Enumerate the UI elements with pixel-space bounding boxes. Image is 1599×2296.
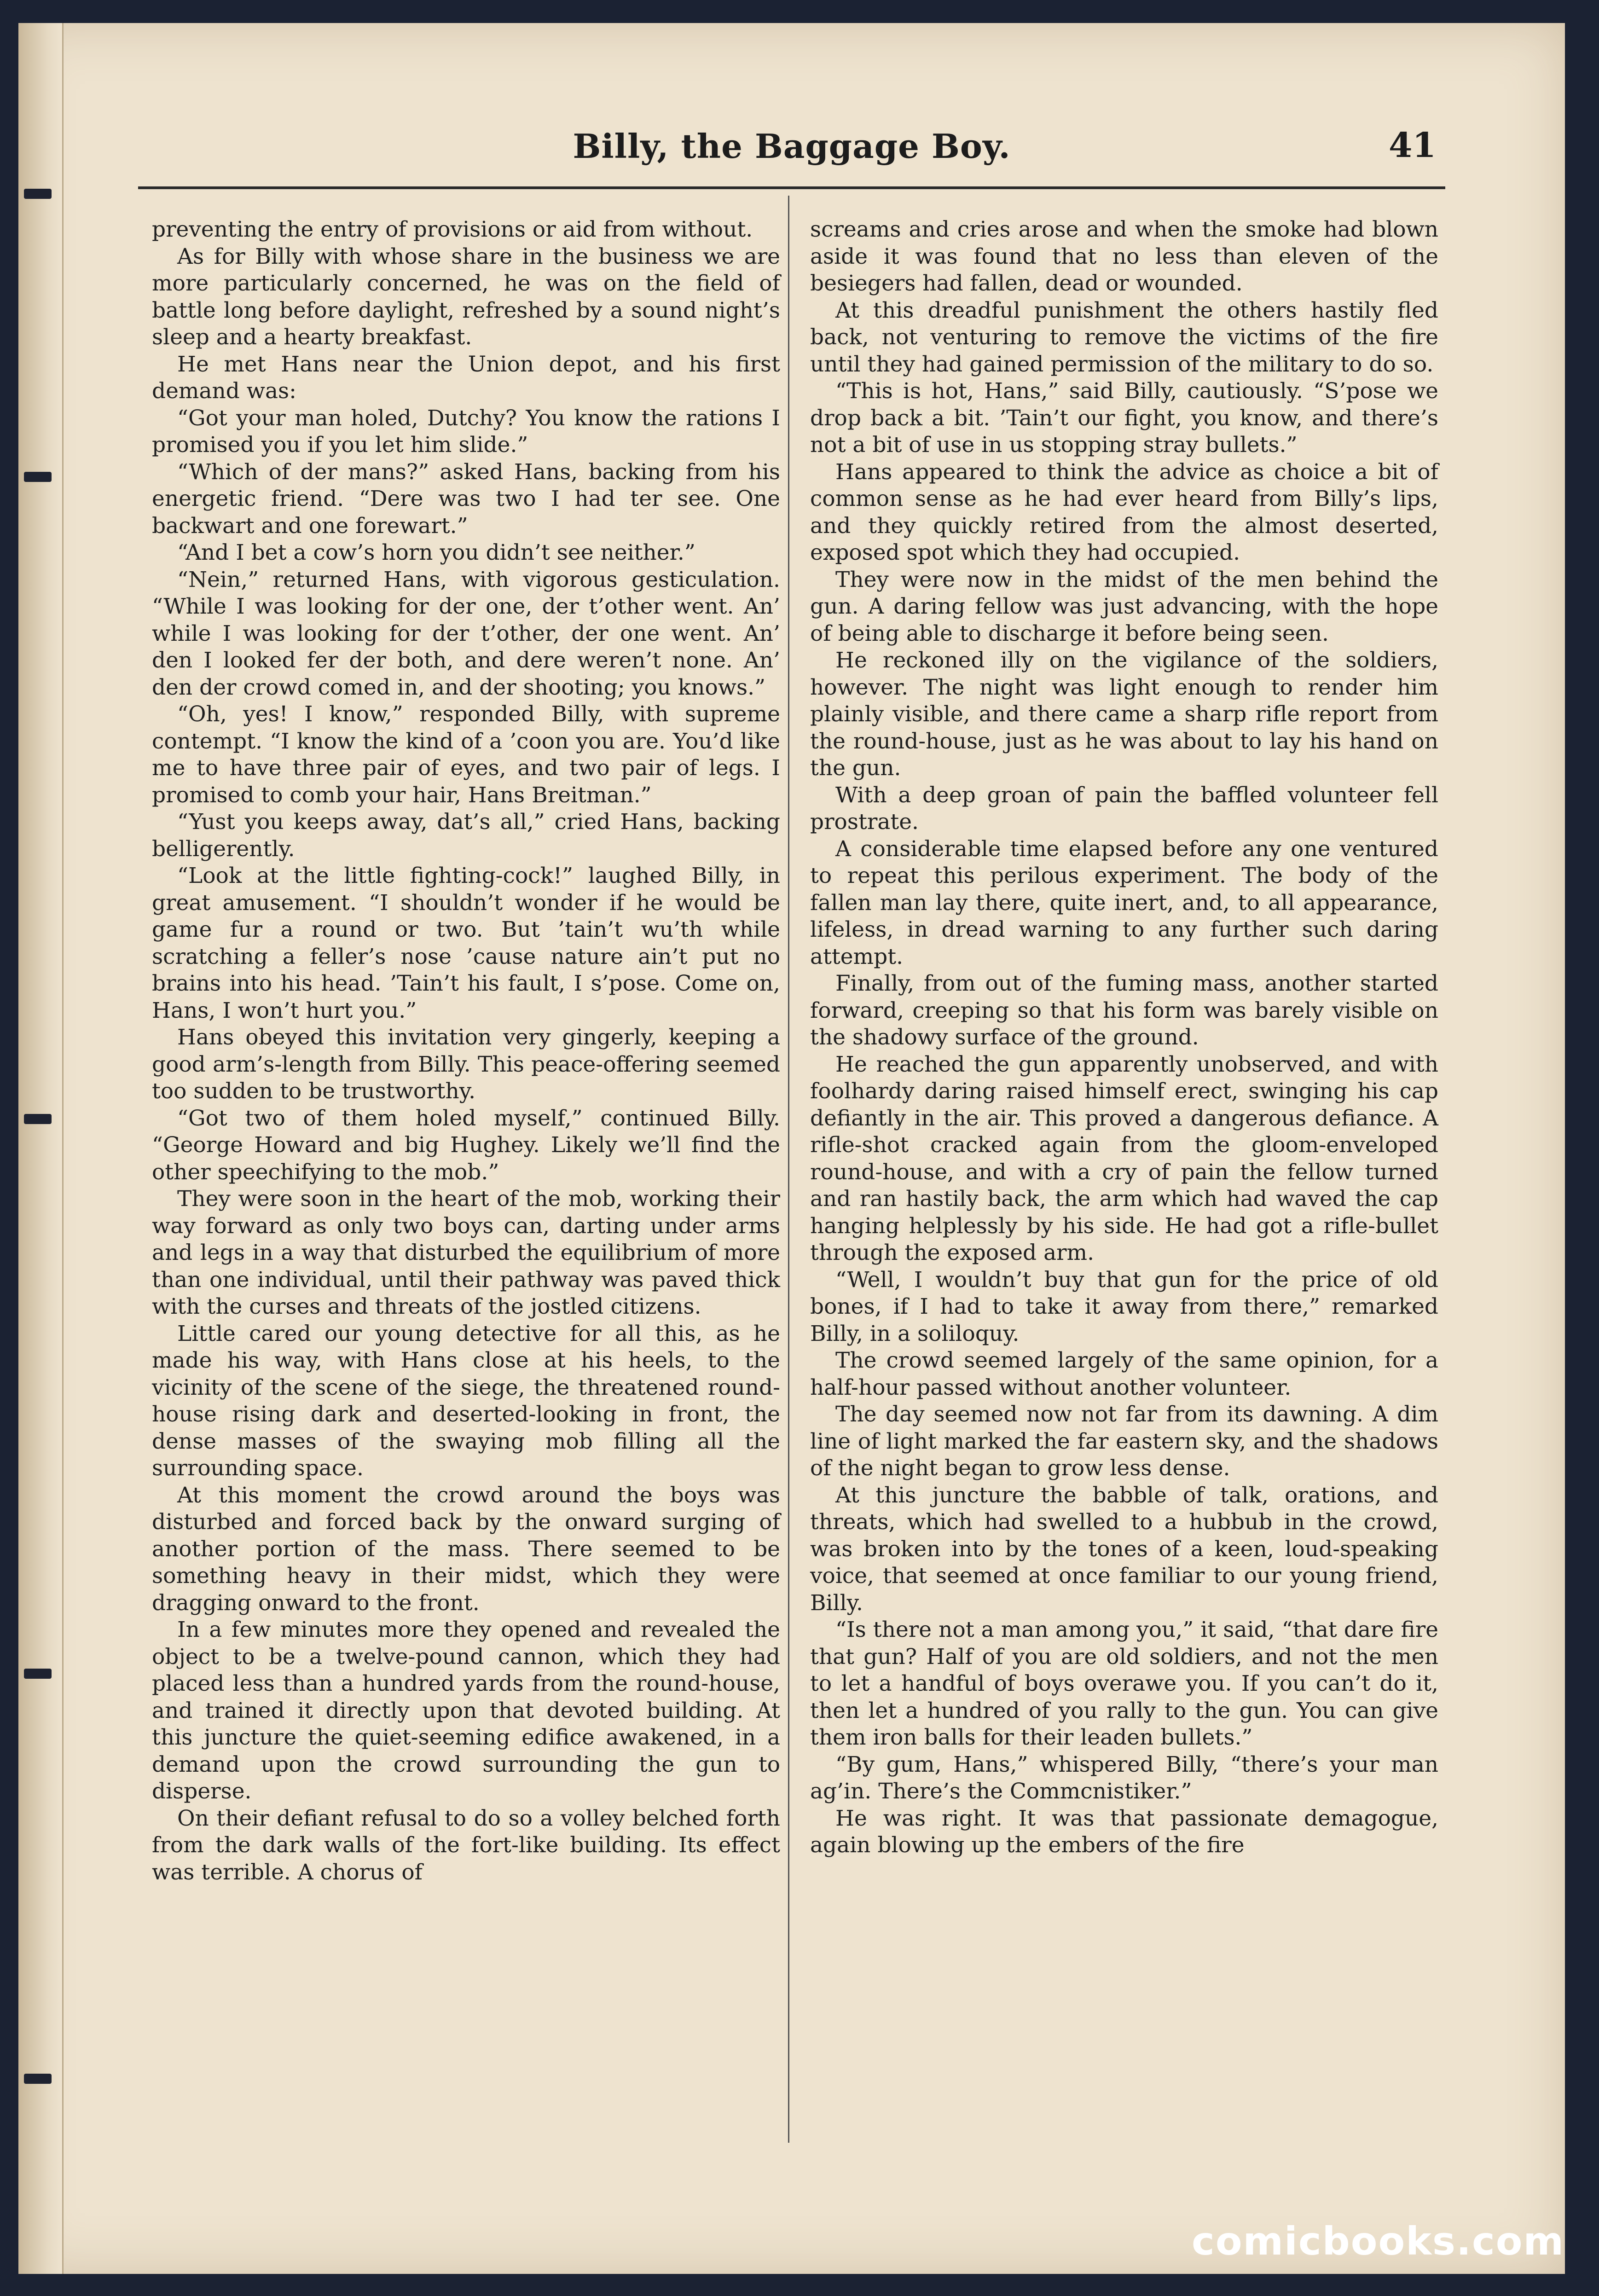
paragraph: At this moment the crowd around the boys was disturbed and forced back by the onward surging of another portion of the mass. There seemed to be something heavy in their midst, which they were dragging onward to the front. (152, 1482, 780, 1616)
header-rule (138, 186, 1445, 189)
paragraph: Little cared our young detective for all this, as he made his way, with Hans close at his heels, to the vicinity of the scene of the siege, the threatened round-house rising dark and deserted-looking in front, the dense masses of the swaying mob filling all the surrounding space. (152, 1321, 780, 1481)
site-watermark: comicbooks.com (1192, 2219, 1564, 2264)
paragraph: preventing the entry of provisions or aid from without. (152, 217, 753, 242)
page-header (138, 117, 1445, 173)
paragraph: “Oh, yes! I know,” responded Billy, with supreme contempt. “I know the kind of a ’coon you are. You’d like me to have three pair of eyes, and two pair of legs. I promised to comb your hair, Hans Breitman.” (152, 702, 780, 808)
paragraph: A considerable time elapsed before any one ventured to repeat this perilous experiment. The body of the fallen man lay there, quite inert, and, to all appearance, lifeless, in dread warning to any further such daring attempt. (810, 836, 1438, 969)
binding-staple (24, 1114, 52, 1124)
paragraph: “Which of der mans?” asked Hans, backing from his energetic friend. “Dere was two I had ter see. One backwart and one forewart.” (152, 459, 780, 539)
binding-staple (24, 2074, 52, 2084)
paragraph: They were soon in the heart of the mob, working their way forward as only two boys can, darting under arms and legs in a way that disturbed the equilibrium of more than one individual, until their pathway was paved thick with the curses and threats of the jostled citizens. (152, 1186, 780, 1319)
column-divider (788, 196, 789, 2143)
paragraph: Hans appeared to think the advice as choice a bit of common sense as he had ever heard from Billy’s lips, and they quickly retired from the almost deserted, exposed spot which they had occupied. (810, 459, 1438, 565)
paragraph: He met Hans near the Union depot, and his first demand was: (152, 351, 780, 404)
left-column (152, 216, 780, 1886)
paragraph: He was right. It was that passionate demagogue, again blowing up the embers of the fire (810, 1805, 1438, 1858)
paragraph: The day seemed now not far from its dawning. A dim line of light marked the far eastern sky, and the shadows of the night began to grow less dense. (810, 1402, 1438, 1481)
paragraph: “Is there not a man among you,” it said, “that dare fire that gun? Half of you are old soldiers, and not the men to let a handful of boys overawe you. If you can’t do it, then let a hundred of you rally to the gun. You can give them iron balls for their leaden bullets.” (810, 1617, 1438, 1750)
paragraph: The crowd seemed largely of the same opinion, for a half-hour passed without another volunteer. (810, 1348, 1438, 1400)
paragraph: “Nein,” returned Hans, with vigorous gesticulation. “While I was looking for der one, der t’other went. An’ while I was looking for der t’other, der one went. An’ den I looked fer der both, and dere weren’t none. An’ den der crowd comed in, and der shooting; you knows.” (152, 567, 780, 700)
paragraph: “By gum, Hans,” whispered Billy, “there’s your man ag’in. There’s the Commcnistiker.” (810, 1751, 1438, 1804)
paragraph: “This is hot, Hans,” said Billy, cautiously. “S’pose we drop back a bit. ’Tain’t our fight, you know, and there’s not a bit of use in us stopping stray bullets.” (810, 378, 1438, 458)
paragraph: “Well, I wouldn’t buy that gun for the price of old bones, if I had to take it away from there,” remarked Billy, in a soliloquy. (810, 1267, 1438, 1346)
paragraph: As for Billy with whose share in the business we are more particularly concerned, he was on the field of battle long before daylight, refreshed by a sound night’s sleep and a hearty breakfast. (152, 244, 780, 350)
paragraph: Finally, from out of the fuming mass, another started forward, creeping so that his form was barely visible on the shadowy surface of the ground. (810, 971, 1438, 1050)
paragraph: With a deep groan of pain the baffled volunteer fell prostrate. (810, 782, 1438, 835)
paragraph: On their defiant refusal to do so a volley belched forth from the dark walls of the fort-like building. Its effect was terrible. A chorus of (152, 1805, 780, 1885)
paragraph: screams and cries arose and when the smoke had blown aside it was found that no less than eleven of the besiegers had fallen, dead or wounded. (810, 217, 1438, 296)
paragraph: “Yust you keeps away, dat’s all,” cried Hans, backing belligerently. (152, 809, 780, 862)
page-spine (18, 23, 64, 2274)
paragraph: “Got your man holed, Dutchy? You know the rations I promised you if you let him slide.” (152, 405, 780, 458)
binding-staple (24, 472, 52, 482)
paragraph: “Look at the little fighting-cock!” laughed Billy, in great amusement. “I shouldn’t wonder if he would be game fur a round or two. But ’tain’t wu’th while scratching a feller’s nose ’cause nature ain’t put no brains into his head. ’Tain’t his fault, I s’pose. Come on, Hans, I won’t hurt you.” (152, 863, 780, 1023)
binding-staple (24, 1669, 52, 1679)
paragraph: He reckoned illy on the vigilance of the soldiers, however. The night was light enough to render him plainly visible, and there came a sharp rifle report from the round-house, just as he was about to lay his hand on the gun. (810, 648, 1438, 781)
paragraph: At this dreadful punishment the others hastily fled back, not venturing to remove the victims of the fire until they had gained permission of the military to do so. (810, 297, 1438, 377)
paragraph: At this juncture the babble of talk, orations, and threats, which had swelled to a hubbub in the crowd, was broken into by the tones of a keen, loud-speaking voice, that seemed at once familiar to our young friend, Billy. (810, 1482, 1438, 1616)
paragraph: He reached the gun apparently unobserved, and with foolhardy daring raised himself erect, swinging his cap defiantly in the air. This proved a dangerous defiance. A rifle-shot cracked again from the gloom-enveloped round-house, and with a cry of pain the fellow turned and ran hastily back, the arm which had waved the cap hanging helplessly by his side. He had got a rifle-bullet through the exposed arm. (810, 1051, 1438, 1265)
paragraph: In a few minutes more they opened and revealed the object to be a twelve-pound cannon, which they had placed less than a hundred yards from the round-house, and trained it directly upon that devoted building. At this juncture the quiet-seeming edifice awakened, in a demand upon the crowd surrounding the gun to disperse. (152, 1617, 780, 1804)
paragraph: “Got two of them holed myself,” continued Billy. “George Howard and big Hughey. Likely we’ll find the other speechifying to the mob.” (152, 1105, 780, 1185)
right-column (810, 216, 1438, 1859)
running-title: Billy, the Baggage Boy. (573, 127, 1011, 166)
paragraph: “And I bet a cow’s horn you didn’t see neither.” (177, 540, 695, 565)
paragraph: They were now in the midst of the men behind the gun. A daring fellow was just advancing, with the hope of being able to discharge it before being seen. (810, 567, 1438, 646)
paragraph: Hans obeyed this invitation very gingerly, keeping a good arm’s-length from Billy. This peace-offering seemed too sudden to be trustworthy. (152, 1025, 780, 1104)
page-number: 41 (1389, 126, 1436, 165)
binding-staple (24, 189, 52, 199)
